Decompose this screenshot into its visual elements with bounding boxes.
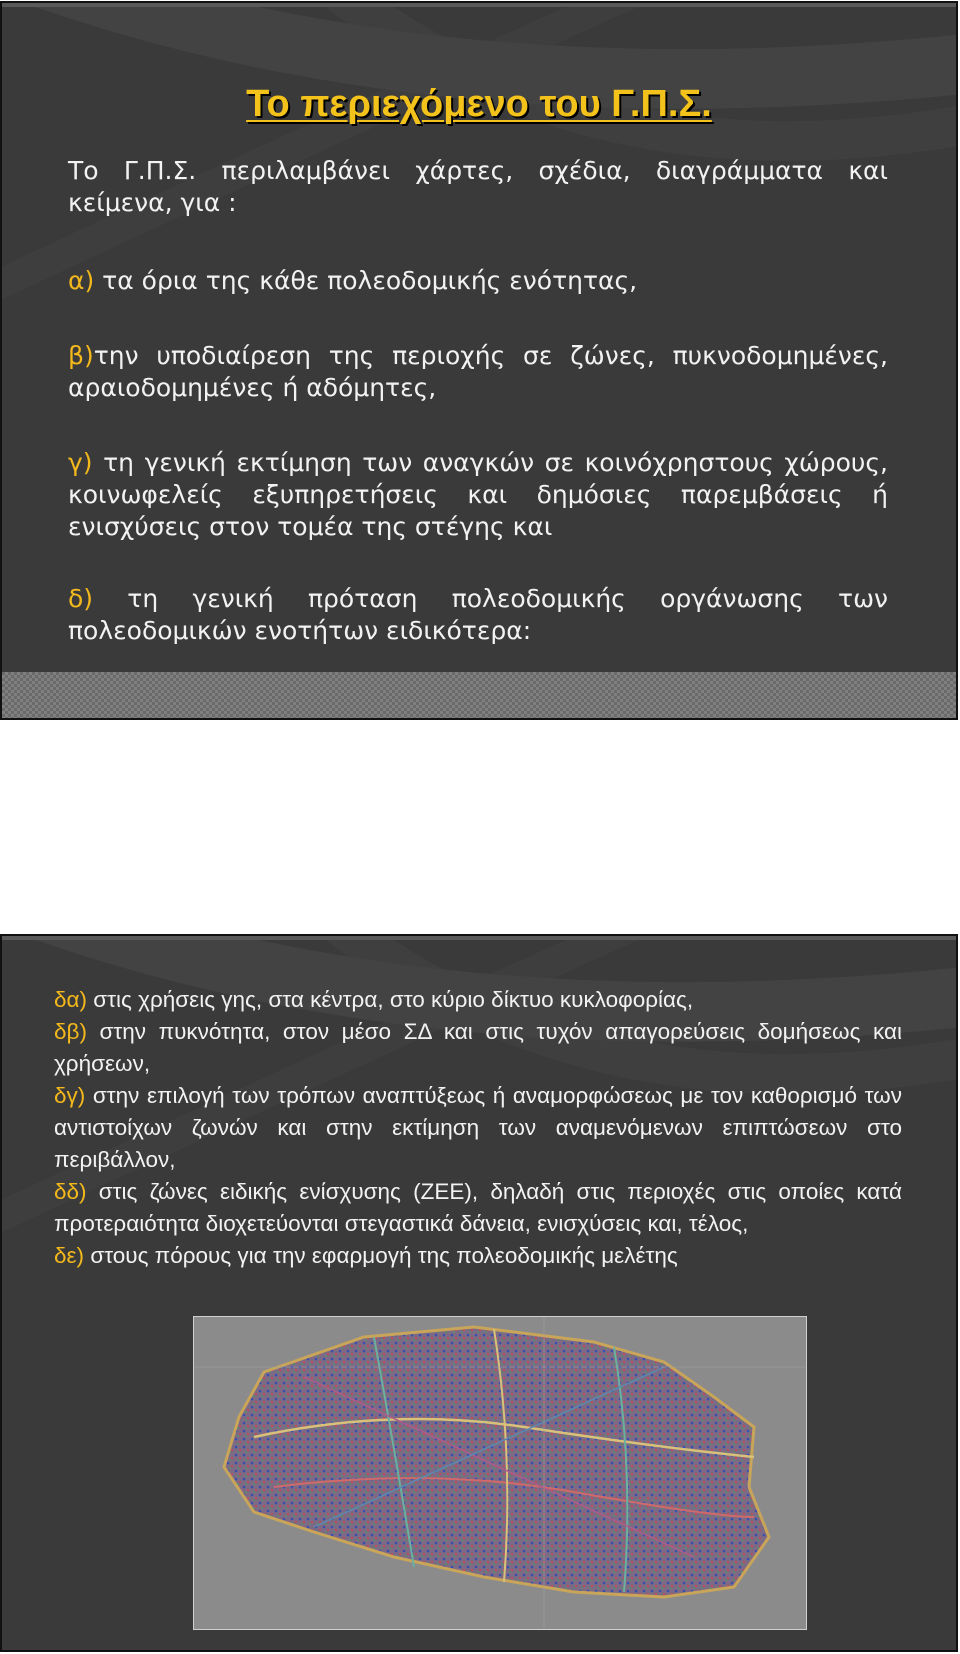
item-c-text: τη γενική εκτίμηση των αναγκών σε κοινόχρηστους χώρους, κοινωφελείς εξυπηρετήσεις και δημόσιες παρεμβάσεις ή ενισχύσεις στον τομέα της στέγης και xyxy=(68,448,888,541)
sub-item-db xyxy=(54,1016,902,1080)
intro-text: Το Γ.Π.Σ. περιλαμβάνει χάρτες, σχέδια, διαγράμματα και κείμενα, για : xyxy=(68,156,888,217)
slide-title: Το περιεχόμενο του Γ.Π.Σ. xyxy=(246,83,712,125)
urban-plan-map-image xyxy=(193,1316,807,1630)
sub-item-db-label: δβ) xyxy=(54,1019,87,1044)
top-strip xyxy=(2,936,956,940)
sub-item-de xyxy=(54,1240,902,1272)
sub-item-dd xyxy=(54,1176,902,1240)
sub-item-dd-label: δδ) xyxy=(54,1179,87,1204)
item-c-label: γ) xyxy=(68,448,93,477)
urban-plan-map-drawing xyxy=(194,1317,806,1629)
checker-strip xyxy=(2,672,956,718)
sub-items-list xyxy=(54,984,902,1272)
slide-2 xyxy=(0,934,958,1652)
sub-item-da xyxy=(54,984,902,1016)
item-a-text: τα όρια της κάθε πολεοδομικής ενότητας, xyxy=(94,266,638,295)
sub-item-de-text: στους πόρους για την εφαρμογή της πολεοδομικής μελέτης xyxy=(84,1243,678,1268)
top-strip xyxy=(2,3,956,7)
sub-item-db-text: στην πυκνότητα, στον μέσο ΣΔ και στις τυχόν απαγορεύσεις δομήσεως και χρήσεων, xyxy=(54,1019,902,1076)
sub-item-da-label: δα) xyxy=(54,987,88,1012)
sub-item-dg-text: στην επιλογή των τρόπων αναπτύξεως ή αναμορφώσεως με τον καθορισμό των αντιστοίχων ζωνών και στην εκτίμηση των αναμενόμενων επιπτώσεων στο περιβάλλον, xyxy=(54,1083,902,1172)
item-b-text: την υποδιαίρεση της περιοχής σε ζώνες, πυκνοδομημένες, αραιοδομημένες ή αδόμητες, xyxy=(68,341,888,402)
item-c xyxy=(68,447,888,543)
item-b-label: β) xyxy=(68,341,94,370)
sub-item-dg-label: δγ) xyxy=(54,1083,86,1108)
item-d-text: τη γενική πρόταση πολεοδομικής οργάνωσης των πολεοδομικών ενοτήτων ειδικότερα: xyxy=(68,584,888,645)
sub-item-dg xyxy=(54,1080,902,1176)
item-d-label: δ) xyxy=(68,584,94,613)
sub-item-da-text: στις χρήσεις γης, στα κέντρα, στο κύριο δίκτυο κυκλοφορίας, xyxy=(87,987,694,1012)
item-a-label: α) xyxy=(68,266,95,295)
slide-1 xyxy=(0,1,958,720)
item-d xyxy=(68,583,888,647)
sub-item-dd-text: στις ζώνες ειδικής ενίσχυσης (ΖΕΕ), δηλαδή στις περιοχές στις οποίες κατά προτεραιότητα διοχετεύονται στεγαστικά δάνεια, ενισχύσεις και, τέλος, xyxy=(54,1179,902,1236)
sub-item-de-label: δε) xyxy=(54,1243,85,1268)
item-a xyxy=(68,265,888,297)
item-b xyxy=(68,340,888,404)
